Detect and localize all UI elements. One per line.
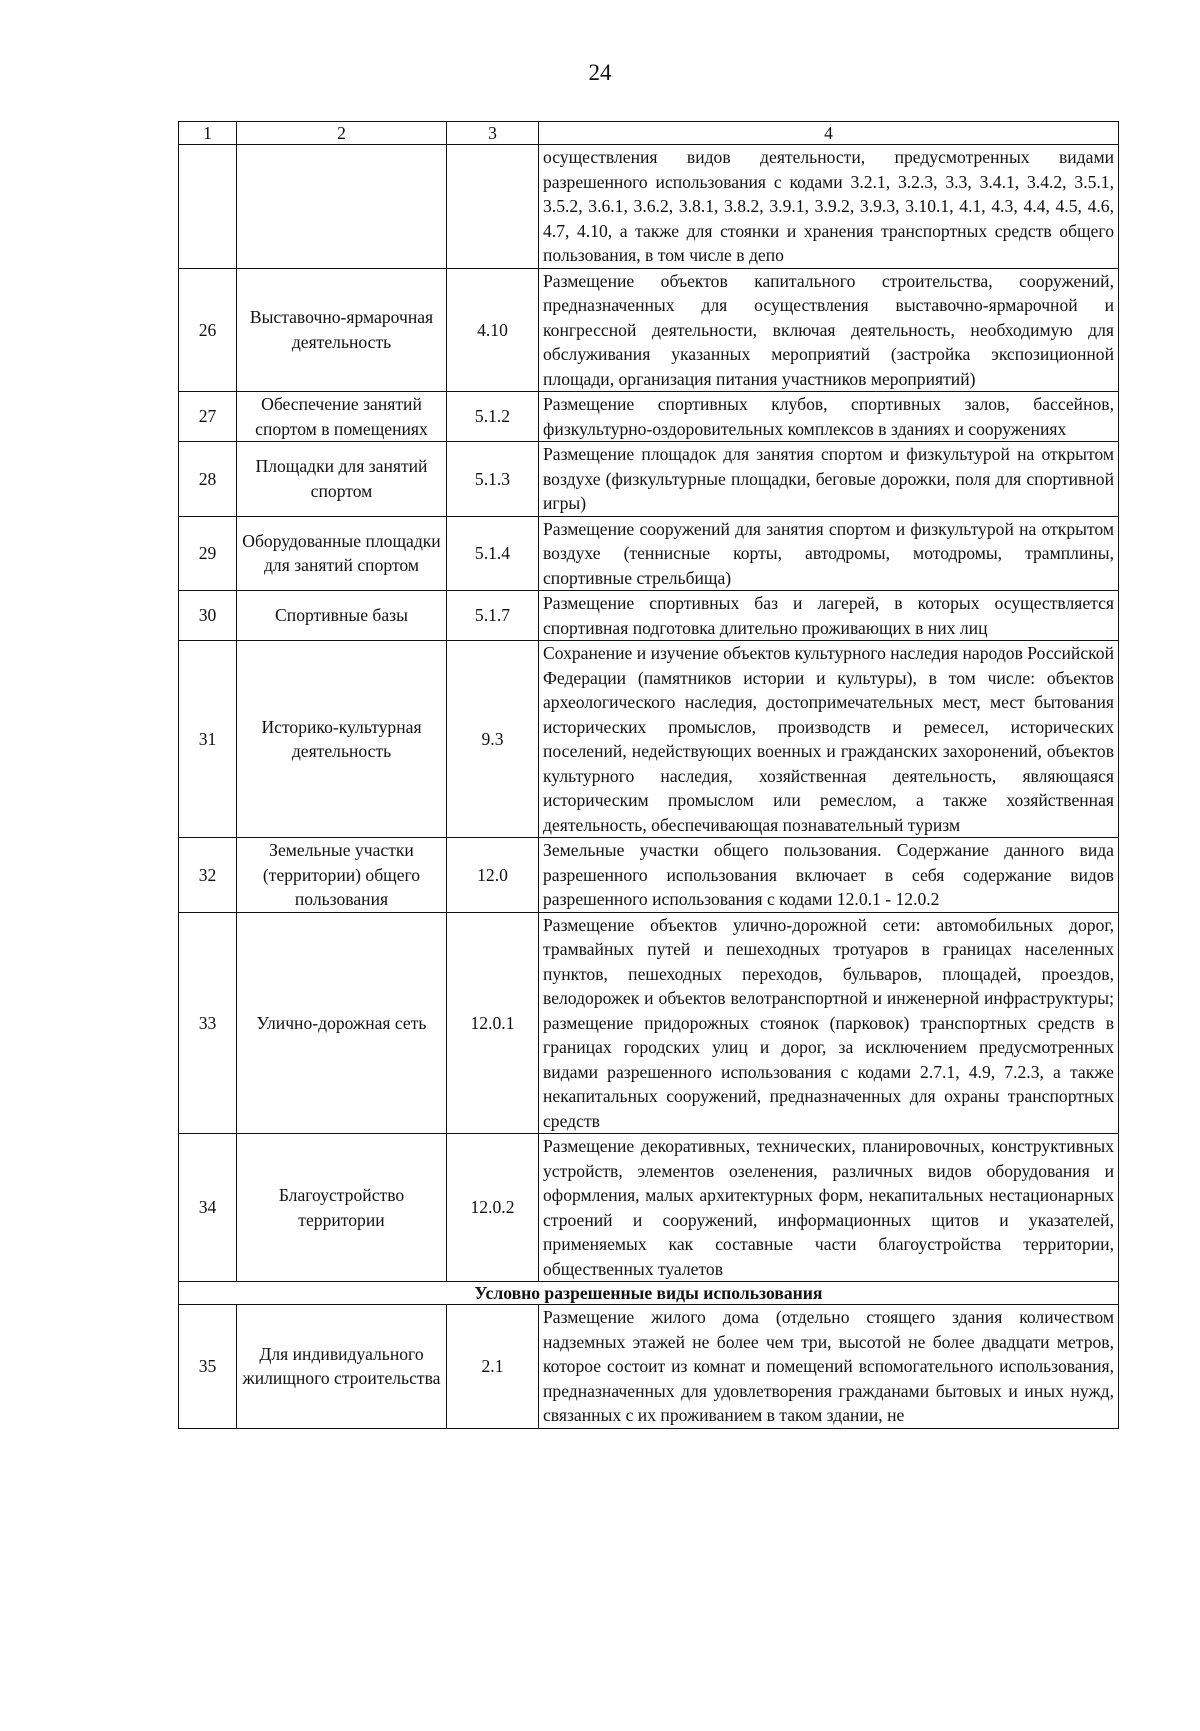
row-number: 34 — [179, 1134, 237, 1282]
header-row — [179, 122, 1119, 145]
use-type-name: Оборудованные площадки для занятий спортом — [237, 516, 447, 591]
row-number — [179, 145, 237, 269]
use-type-name: Благоустройство территории — [237, 1134, 447, 1282]
use-type-name: Спортивные базы — [237, 591, 447, 641]
use-type-name: Улично-дорожная сеть — [237, 912, 447, 1134]
use-type-name: Для индивидуального жилищного строительства — [237, 1305, 447, 1429]
use-type-description: осуществления видов деятельности, предусмотренных видами разрешенного использования с кодами 3.2.1, 3.2.3, 3.3, 3.4.1, 3.4.2, 3.5.1, 3.5.2, 3.6.1, 3.6.2, 3.8.1, 3.8.2, 3.9.1, 3.9.2, 3.9.3, 3.10.1, 4.1, 4.3, 4.4, 4.5, 4.6, 4.7, 4.10, а также для стоянки и хранения транспортных средств общего пользования, в том числе в депо — [539, 145, 1119, 269]
header-col-3: 3 — [447, 122, 539, 145]
use-type-description: Размещение спортивных баз и лагерей, в которых осуществляется спортивная подготовка длительно проживающих в них лиц — [539, 591, 1119, 641]
row-number: 29 — [179, 516, 237, 591]
use-type-description: Размещение жилого дома (отдельно стоящего здания количеством надземных этажей не более чем три, высотой не более двадцати метров, которое состоит из комнат и помещений вспомогательного использования, предназначенных для удовлетворения гражданами бытовых и иных нужд, связанных с их проживанием в таком здании, не — [539, 1305, 1119, 1429]
use-type-description: Размещение объектов улично-дорожной сети: автомобильных дорог, трамвайных путей и пешеходных тротуаров в границах населенных пунктов, пешеходных переходов, бульваров, площадей, проездов, велодорожек и объектов велотранспортной и инженерной инфраструктуры; размещение придорожных стоянок (парковок) транспортных средств в границах городских улиц и дорог, за исключением предусмотренных видами разрешенного использования с кодами 2.7.1, 4.9, 7.2.3, а также некапитальных сооружений, предназначенных для охраны транспортных средств — [539, 912, 1119, 1134]
row-number: 27 — [179, 392, 237, 442]
row-number: 32 — [179, 838, 237, 913]
row-number: 35 — [179, 1305, 237, 1429]
use-type-description: Размещение объектов капитального строительства, сооружений, предназначенных для осуществления выставочно-ярмарочной и конгрессной деятельности, включая деятельность, необходимую для обслуживания указанных мероприятий (застройка экспозиционной площади, организация питания участников мероприятий) — [539, 268, 1119, 392]
table-row — [179, 838, 1119, 913]
use-type-code: 5.1.7 — [447, 591, 539, 641]
row-number: 31 — [179, 641, 237, 838]
header-col-1: 1 — [179, 122, 237, 145]
header-col-4: 4 — [539, 122, 1119, 145]
use-type-code: 12.0.2 — [447, 1134, 539, 1282]
use-type-code: 5.1.2 — [447, 392, 539, 442]
table-row — [179, 591, 1119, 641]
use-type-code: 5.1.4 — [447, 516, 539, 591]
use-type-name: Обеспечение занятий спортом в помещениях — [237, 392, 447, 442]
row-number: 26 — [179, 268, 237, 392]
table-row — [179, 641, 1119, 838]
use-type-description: Земельные участки общего пользования. Содержание данного вида разрешенного использования включает в себя содержание видов разрешенного использования с кодами 12.0.1 - 12.0.2 — [539, 838, 1119, 913]
use-type-name: Площадки для занятий спортом — [237, 442, 447, 517]
table-row — [179, 912, 1119, 1134]
table-body-main — [179, 145, 1119, 1282]
use-type-code: 12.0 — [447, 838, 539, 913]
row-number: 30 — [179, 591, 237, 641]
use-type-code: 5.1.3 — [447, 442, 539, 517]
page-number: 24 — [588, 60, 612, 85]
table-section — [179, 1282, 1119, 1305]
use-type-code: 9.3 — [447, 641, 539, 838]
row-number: 33 — [179, 912, 237, 1134]
section-row — [179, 1282, 1119, 1305]
use-type-name: Выставочно-ярмарочная деятельность — [237, 268, 447, 392]
section-title: Условно разрешенные виды использования — [179, 1282, 1119, 1305]
use-type-code: 4.10 — [447, 268, 539, 392]
land-use-table — [178, 121, 1119, 1429]
table-row — [179, 1134, 1119, 1282]
use-type-description: Размещение площадок для занятия спортом и физкультурой на открытом воздухе (физкультурные площадки, беговые дорожки, поля для спортивной игры) — [539, 442, 1119, 517]
use-type-code: 2.1 — [447, 1305, 539, 1429]
use-type-code: 12.0.1 — [447, 912, 539, 1134]
use-type-name — [237, 145, 447, 269]
use-type-name: Земельные участки (территории) общего пользования — [237, 838, 447, 913]
use-type-description: Сохранение и изучение объектов культурного наследия народов Российской Федерации (памятников истории и культуры), в том числе: объектов археологического наследия, достопримечательных мест, мест бытования исторических промыслов, производств и ремесел, исторических поселений, недействующих военных и гражданских захоронений, объектов культурного наследия, хозяйственная деятельность, являющаяся историческим промыслом или ремеслом, а также хозяйственная деятельность, обеспечивающая познавательный туризм — [539, 641, 1119, 838]
table-row — [179, 442, 1119, 517]
header-col-2: 2 — [237, 122, 447, 145]
table-row — [179, 268, 1119, 392]
use-type-code — [447, 145, 539, 269]
use-type-description: Размещение спортивных клубов, спортивных залов, бассейнов, физкультурно-оздоровительных комплексов в зданиях и сооружениях — [539, 392, 1119, 442]
table-row — [179, 516, 1119, 591]
use-type-description: Размещение сооружений для занятия спортом и физкультурой на открытом воздухе (теннисные корты, автодромы, мотодромы, трамплины, спортивные стрельбища) — [539, 516, 1119, 591]
table-row — [179, 1305, 1119, 1429]
row-number: 28 — [179, 442, 237, 517]
table-body-conditional — [179, 1305, 1119, 1429]
table-row — [179, 145, 1119, 269]
use-type-description: Размещение декоративных, технических, планировочных, конструктивных устройств, элементов озеленения, различных видов оборудования и оформления, малых архитектурных форм, некапитальных нестационарных строений и сооружений, информационных щитов и указателей, применяемых как составные части благоустройства территории, общественных туалетов — [539, 1134, 1119, 1282]
table-row — [179, 392, 1119, 442]
use-type-name: Историко-культурная деятельность — [237, 641, 447, 838]
